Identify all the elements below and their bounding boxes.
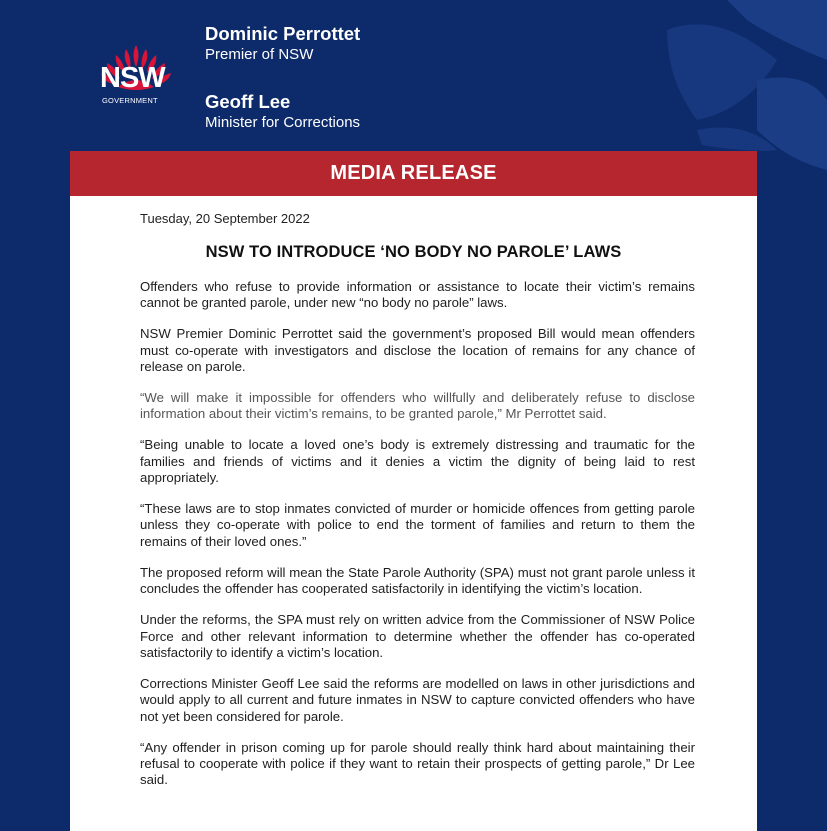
release-body (140, 279, 695, 803)
nsw-logo-text: NSW (100, 62, 165, 94)
paragraph: “We will make it impossible for offenders who willfully and deliberately refuse to disclose information about their victim’s remains, to be granted parole,” Mr Perrottet said. (140, 390, 695, 422)
media-release-banner: MEDIA RELEASE (70, 151, 757, 196)
paragraph: “Any offender in prison coming up for parole should really think hard about maintaining their refusal to cooperate with police if they want to retain their prospects of getting parole,” Dr Lee said. (140, 739, 695, 788)
paragraph: Under the reforms, the SPA must rely on written advice from the Commissioner of NSW Police Force and other relevant information to determine whether the offender has co-operated satisfactorily to identify a victim’s location. (140, 612, 695, 660)
media-release-sheet (70, 151, 757, 831)
paragraph: The proposed reform will mean the State Parole Authority (SPA) must not grant parole unless it concludes the offender has cooperated satisfactorily in identifying the victim’s location. (140, 564, 695, 597)
premier-name: Dominic Perrottet (205, 23, 361, 44)
paragraph: Offenders who refuse to provide information or assistance to locate their victim’s remains cannot be granted parole, under new “no body no parole” laws. (140, 279, 695, 311)
paragraph: Corrections Minister Geoff Lee said the reforms are modelled on laws in other jurisdictions and would apply to all current and future inmates in NSW to capture convicted offenders who have not yet been considered for parole. (140, 675, 695, 724)
paragraph: “Being unable to locate a loved one’s body is extremely distressing and traumatic for the families and friends of victims and it denies a victim the dignity of being laid to rest appropriately. (140, 437, 695, 486)
paragraph: “These laws are to stop inmates convicted of murder or homicide offences from getting parole unless they co-operate with police to end the torment of families and return to them the remains of their loved ones.” (140, 501, 695, 549)
minister-name: Geoff Lee (205, 91, 291, 112)
header (0, 0, 827, 150)
government-logo-subtext: GOVERNMENT (102, 96, 158, 105)
release-title: NSW TO INTRODUCE ‘NO BODY NO PAROLE’ LAWS (205, 243, 622, 261)
release-date: Tuesday, 20 September 2022 (140, 211, 310, 226)
paragraph: NSW Premier Dominic Perrottet said the government’s proposed Bill would mean offenders must co-operate with investigators and disclose the location of remains for any chance of release on parole. (140, 326, 695, 375)
premier-role: Premier of NSW (205, 46, 314, 63)
minister-role: Minister for Corrections (205, 114, 361, 131)
